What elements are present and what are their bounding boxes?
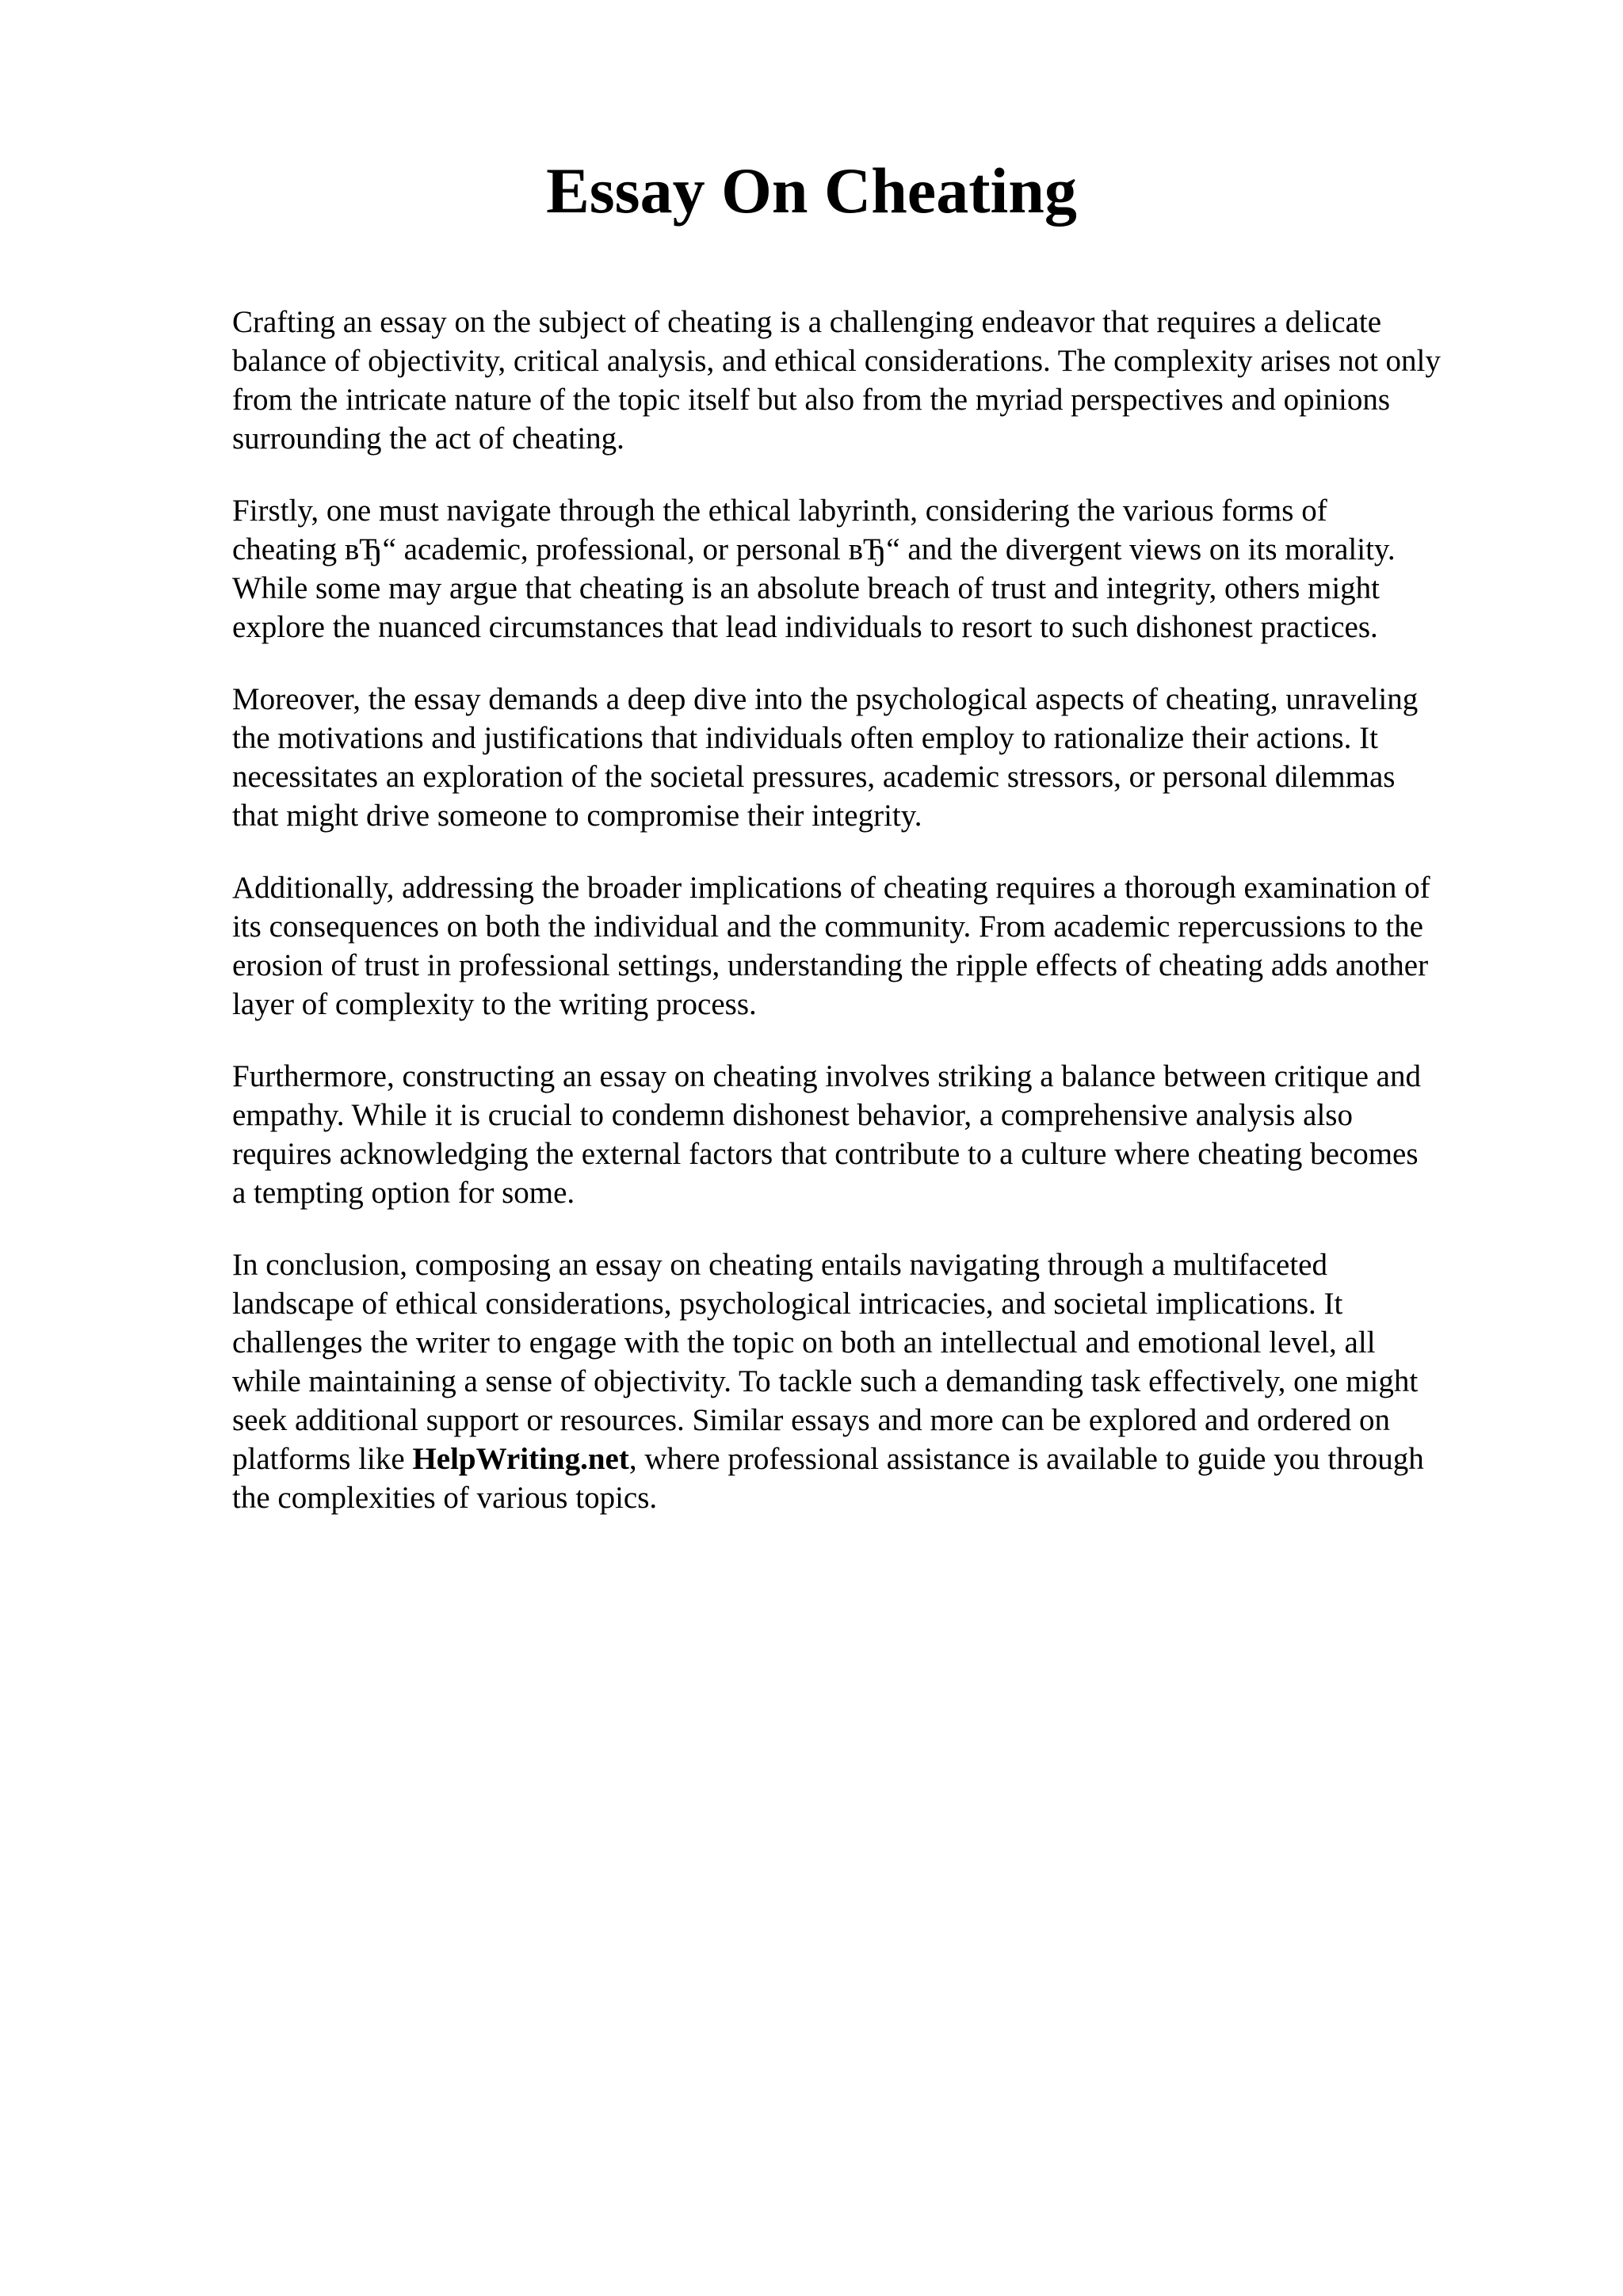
text-line: balance of objectivity, critical analysis, and ethical considerations. The complexity arises not only (232, 344, 1441, 378)
text-line: cheating вЂ“ academic, professional, or personal вЂ“ and the divergent views on its morality. (232, 532, 1396, 566)
text-line: the motivations and justifications that individuals often employ to rationalize their actions. It (232, 721, 1378, 755)
paragraph-4 (232, 868, 1532, 1024)
text-line: Moreover, the essay demands a deep dive into the psychological aspects of cheating, unraveling (232, 682, 1419, 716)
paragraph-2 (232, 491, 1532, 646)
text-line: layer of complexity to the writing process. (232, 987, 757, 1021)
text-segment: platforms like (232, 1442, 413, 1476)
paragraph-3 (232, 680, 1532, 835)
text-segment: , where professional assistance is available to guide you through (628, 1442, 1424, 1476)
text-line: empathy. While it is crucial to condemn dishonest behavior, a comprehensive analysis also (232, 1098, 1353, 1132)
text-line: a tempting option for some. (232, 1176, 575, 1210)
text-line: necessitates an exploration of the societal pressures, academic stressors, or personal dilemmas (232, 760, 1396, 794)
text-line: Furthermore, constructing an essay on cheating involves striking a balance between critique and (232, 1059, 1421, 1093)
text-line: Additionally, addressing the broader implications of cheating requires a thorough examination of (232, 871, 1430, 905)
text-line: landscape of ethical considerations, psychological intricacies, and societal implications. It (232, 1287, 1343, 1321)
text-line-with-brand (232, 1440, 1532, 1478)
text-line: from the intricate nature of the topic itself but also from the myriad perspectives and opinions (232, 383, 1390, 417)
paragraph-1 (232, 303, 1532, 458)
text-line: the complexities of various topics. (232, 1481, 658, 1515)
text-line: challenges the writer to engage with the topic on both an intellectual and emotional level, all (232, 1325, 1376, 1360)
text-line: While some may argue that cheating is an absolute breach of trust and integrity, others might (232, 571, 1381, 605)
text-line: seek additional support or resources. Similar essays and more can be explored and ordered on (232, 1403, 1390, 1437)
paragraph-6 (232, 1245, 1532, 1517)
text-line: explore the nuanced circumstances that lead individuals to resort to such dishonest practices. (232, 610, 1378, 644)
text-line: erosion of trust in professional settings, understanding the ripple effects of cheating adds another (232, 948, 1429, 982)
essay-body (232, 303, 1532, 1550)
brand-name: HelpWriting.net (412, 1442, 629, 1476)
text-line: Firstly, one must navigate through the ethical labyrinth, considering the various forms of (232, 494, 1327, 528)
text-line: In conclusion, composing an essay on cheating entails navigating through a multifaceted (232, 1248, 1327, 1282)
text-line: requires acknowledging the external factors that contribute to a culture where cheating becomes (232, 1137, 1419, 1171)
text-line: surrounding the act of cheating. (232, 421, 624, 456)
page-title: Essay On Cheating (546, 154, 1077, 227)
text-line: while maintaining a sense of objectivity. To tackle such a demanding task effectively, one might (232, 1364, 1419, 1398)
paragraph-5 (232, 1057, 1532, 1212)
text-line: that might drive someone to compromise their integrity. (232, 799, 922, 833)
text-line: Crafting an essay on the subject of cheating is a challenging endeavor that requires a delicate (232, 305, 1382, 339)
text-line: its consequences on both the individual and the community. From academic repercussions to the (232, 910, 1423, 944)
